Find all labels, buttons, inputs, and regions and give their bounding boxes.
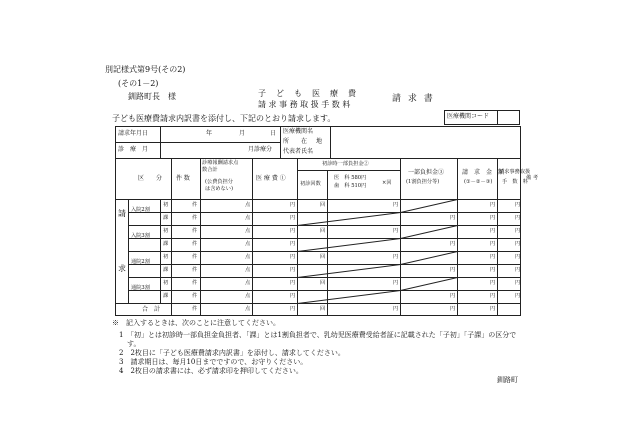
group-label: 入院3割 bbox=[131, 233, 150, 239]
note-1-cont: す。 bbox=[127, 340, 141, 348]
header-biko: 備 考 bbox=[526, 175, 539, 181]
treatment-month-label: 診 療 月 bbox=[118, 146, 149, 153]
header-claim-d: は含めない) bbox=[205, 186, 233, 192]
cell-ten: 点 bbox=[245, 293, 251, 299]
cell-ichibu-en: 円 bbox=[450, 267, 456, 273]
cell-tesuryo-en: 円 bbox=[515, 241, 521, 247]
header-seikyu-b: (①－②－③) bbox=[464, 179, 493, 185]
cell-ichibu-en: 円 bbox=[450, 215, 456, 221]
header-shoshin-count: 初診回数 bbox=[300, 181, 321, 187]
total-shoshin-en: 円 bbox=[393, 306, 399, 312]
form-number: 別記様式第9号(その2) bbox=[105, 65, 186, 74]
sub-label: 課 bbox=[163, 293, 169, 299]
sub-label: 初 bbox=[163, 254, 169, 260]
cell-ichibu-en: 円 bbox=[450, 241, 456, 247]
sub-label: 初 bbox=[163, 228, 169, 234]
sub-label: 課 bbox=[163, 215, 169, 221]
cell-iryouhi-en: 円 bbox=[290, 241, 296, 247]
cell-ten: 点 bbox=[245, 215, 251, 221]
header-times: ×回 bbox=[382, 180, 392, 186]
header-shoshin: 初診時一部負担金② bbox=[322, 161, 369, 167]
cell-ken: 件 bbox=[192, 228, 198, 234]
cell-seikyu-en: 円 bbox=[490, 254, 496, 260]
cell-ten: 点 bbox=[245, 267, 251, 273]
total-seikyu-en: 円 bbox=[490, 306, 496, 312]
note-2: 2 2枚目に「子ども医療費請求内訳書」を添付し、請求してください。 bbox=[119, 349, 345, 357]
form-sub-number: (その1－2) bbox=[118, 79, 159, 88]
cell-tesuryo-en: 円 bbox=[515, 215, 521, 221]
cell-shoshin-en: 円 bbox=[393, 280, 399, 286]
note-1: 1 「初」とは初診時一部負担金負担者、「課」とは1割負担者で、乳幼児医療費受給者証に記載された「子初」「子課」の区分で bbox=[119, 331, 517, 339]
cell-kai: 回 bbox=[320, 280, 326, 286]
cell-tesuryo-en: 円 bbox=[515, 293, 521, 299]
month-label: 月 bbox=[239, 130, 246, 137]
header-shika: 歯 科 510円 bbox=[334, 183, 367, 189]
cell-ken: 件 bbox=[192, 254, 198, 260]
cell-seikyu-en: 円 bbox=[490, 202, 496, 208]
group-label: 入院2割 bbox=[131, 207, 150, 213]
cell-iryouhi-en: 円 bbox=[290, 228, 296, 234]
header-tesuryo-a: 請求事務取扱 bbox=[499, 169, 531, 175]
cell-ten: 点 bbox=[245, 228, 251, 234]
header-ika: 医 科 580円 bbox=[334, 175, 367, 181]
cell-tesuryo-en: 円 bbox=[515, 202, 521, 208]
cell-iryouhi-en: 円 bbox=[290, 215, 296, 221]
cell-shoshin-en: 円 bbox=[393, 254, 399, 260]
header-iryouhi: 医 療 費 ① bbox=[256, 175, 286, 182]
header-kubun: 区 分 bbox=[138, 175, 163, 182]
cell-seikyu-en: 円 bbox=[490, 267, 496, 273]
total-iryouhi-en: 円 bbox=[290, 306, 296, 312]
cell-ken: 件 bbox=[192, 267, 198, 273]
header-kensu: 件 数 bbox=[176, 175, 190, 182]
cell-iryouhi-en: 円 bbox=[290, 280, 296, 286]
note-4: 4 2枚目の請求書には、必ず請求印を押印してください。 bbox=[119, 367, 303, 375]
cell-ichibu-en: 円 bbox=[450, 293, 456, 299]
header-ichibu-a: 一部負担金③ bbox=[408, 169, 445, 176]
cell-kai: 回 bbox=[320, 228, 326, 234]
cell-seikyu-en: 円 bbox=[490, 241, 496, 247]
sub-label: 課 bbox=[163, 267, 169, 273]
total-ten: 点 bbox=[245, 306, 251, 312]
cell-shoshin-en: 円 bbox=[393, 202, 399, 208]
cell-ten: 点 bbox=[245, 254, 251, 260]
institution-code-label: 医療機関コード bbox=[447, 113, 490, 120]
day-label: 日 bbox=[270, 130, 277, 137]
addressee: 釧路町長 様 bbox=[128, 92, 176, 101]
cell-seikyu-en: 円 bbox=[490, 228, 496, 234]
cell-seikyu-en: 円 bbox=[490, 280, 496, 286]
side-label-sei: 請 bbox=[118, 209, 126, 218]
cell-ten: 点 bbox=[245, 202, 251, 208]
cell-ken: 件 bbox=[192, 293, 198, 299]
cell-ken: 件 bbox=[192, 241, 198, 247]
total-ichibu-en: 円 bbox=[450, 306, 456, 312]
total-kai: 回 bbox=[320, 306, 326, 312]
header-claim-a: 診療報酬請求点 bbox=[202, 160, 239, 166]
claim-date-label: 請求年月日 bbox=[118, 130, 149, 137]
title-top: 子 ど も 医 療 費 bbox=[258, 89, 357, 98]
institution-name-label: 医療機関名 bbox=[283, 128, 314, 135]
header-tesuryo-b: 手 数 料 bbox=[502, 179, 528, 185]
cell-ten: 点 bbox=[245, 280, 251, 286]
sub-label: 初 bbox=[163, 280, 169, 286]
footer-town: 釧路町 bbox=[497, 376, 518, 384]
title-bottom: 請 求 事 務 取 扱 手 数 料 bbox=[258, 100, 351, 109]
representative-label: 代表者氏名 bbox=[283, 148, 314, 155]
total-ken: 件 bbox=[192, 306, 198, 312]
cell-iryouhi-en: 円 bbox=[290, 254, 296, 260]
cell-kai: 回 bbox=[320, 254, 326, 260]
side-label-kyu: 求 bbox=[118, 264, 126, 273]
cell-shoshin-en: 円 bbox=[393, 228, 399, 234]
intro-text: 子ども医療費請求内訳書を添付し、下記のとおり請求します。 bbox=[112, 114, 336, 123]
header-seikyu-a: 請 求 金 額 bbox=[462, 169, 505, 176]
cell-tesuryo-en: 円 bbox=[515, 254, 521, 260]
notes-head: ※ 記入するときは、次のことに注意してください。 bbox=[112, 319, 280, 327]
cell-tesuryo-en: 円 bbox=[515, 280, 521, 286]
cell-iryouhi-en: 円 bbox=[290, 293, 296, 299]
year-label: 年 bbox=[206, 130, 213, 137]
cell-ken: 件 bbox=[192, 202, 198, 208]
header-claim-c: (公費負担分 bbox=[205, 179, 233, 185]
cell-seikyu-en: 円 bbox=[490, 293, 496, 299]
cell-tesuryo-en: 円 bbox=[515, 267, 521, 273]
cell-iryouhi-en: 円 bbox=[290, 267, 296, 273]
cell-iryouhi-en: 円 bbox=[290, 202, 296, 208]
cell-ken: 件 bbox=[192, 280, 198, 286]
note-3: 3 請求期日は、毎月10日までですので、お守りください。 bbox=[119, 358, 308, 366]
cell-tesuryo-en: 円 bbox=[515, 228, 521, 234]
header-claim-b: 数合計 bbox=[202, 167, 218, 173]
group-label: 通院3割 bbox=[131, 285, 150, 291]
header-ichibu-b: (1割負担分等) bbox=[406, 179, 440, 185]
cell-ken: 件 bbox=[192, 215, 198, 221]
title-right: 請 求 書 bbox=[392, 94, 435, 104]
cell-kai: 回 bbox=[320, 202, 326, 208]
cell-ten: 点 bbox=[245, 241, 251, 247]
total-label: 合 計 bbox=[142, 306, 161, 313]
cell-seikyu-en: 円 bbox=[490, 215, 496, 221]
address-label-b: 地 bbox=[316, 138, 323, 145]
group-label: 通院2割 bbox=[131, 259, 150, 265]
sub-label: 初 bbox=[163, 202, 169, 208]
address-label-a: 所 在 bbox=[283, 138, 308, 145]
treatment-month-suffix: 月診療分 bbox=[248, 146, 273, 153]
sub-label: 課 bbox=[163, 241, 169, 247]
